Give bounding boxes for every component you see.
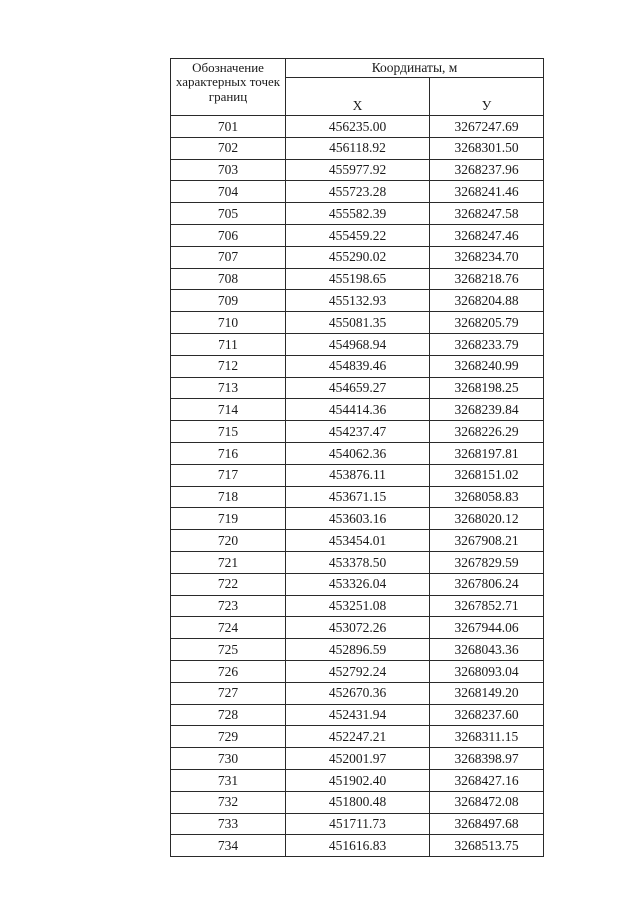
- point-id-cell: 704: [171, 181, 286, 203]
- x-coordinate-cell: 456118.92: [286, 137, 430, 159]
- x-coordinate-cell: 452001.97: [286, 748, 430, 770]
- y-coordinate-cell: 3268513.75: [430, 835, 544, 857]
- table-row: [171, 268, 544, 290]
- table-row: [171, 421, 544, 443]
- y-coordinate-cell: 3268398.97: [430, 748, 544, 770]
- y-coordinate-cell: 3268218.76: [430, 268, 544, 290]
- x-coordinate-cell: 454237.47: [286, 421, 430, 443]
- y-coordinate-cell: 3268197.81: [430, 442, 544, 464]
- point-id-cell: 713: [171, 377, 286, 399]
- point-id-cell: 707: [171, 246, 286, 268]
- table-row: [171, 551, 544, 573]
- y-coordinate-cell: 3267908.21: [430, 530, 544, 552]
- y-coordinate-cell: 3268237.96: [430, 159, 544, 181]
- point-id-cell: 727: [171, 682, 286, 704]
- point-id-cell: 709: [171, 290, 286, 312]
- x-coordinate-cell: 454968.94: [286, 333, 430, 355]
- y-coordinate-cell: 3268237.60: [430, 704, 544, 726]
- table-row: [171, 813, 544, 835]
- x-coordinate-cell: 454414.36: [286, 399, 430, 421]
- coordinates-table: [170, 58, 544, 857]
- table-row: [171, 377, 544, 399]
- table-row: [171, 726, 544, 748]
- x-coordinate-cell: 455081.35: [286, 312, 430, 334]
- x-coordinate-cell: 455582.39: [286, 203, 430, 225]
- x-coordinate-cell: 454839.46: [286, 355, 430, 377]
- table-row: [171, 660, 544, 682]
- point-id-cell: 710: [171, 312, 286, 334]
- point-id-cell: 717: [171, 464, 286, 486]
- point-id-cell: 719: [171, 508, 286, 530]
- y-coordinate-cell: 3268234.70: [430, 246, 544, 268]
- y-coordinate-cell: 3268301.50: [430, 137, 544, 159]
- table-row: [171, 573, 544, 595]
- y-coordinate-cell: 3268472.08: [430, 791, 544, 813]
- y-coordinate-cell: 3267852.71: [430, 595, 544, 617]
- x-coordinate-cell: 453251.08: [286, 595, 430, 617]
- x-coordinate-cell: 452792.24: [286, 660, 430, 682]
- table-row: [171, 290, 544, 312]
- point-id-cell: 722: [171, 573, 286, 595]
- table-row: [171, 399, 544, 421]
- y-coordinate-cell: 3268043.36: [430, 639, 544, 661]
- x-coordinate-cell: 453671.15: [286, 486, 430, 508]
- y-coordinate-cell: 3268198.25: [430, 377, 544, 399]
- x-coordinate-cell: 455198.65: [286, 268, 430, 290]
- x-coordinate-cell: 452247.21: [286, 726, 430, 748]
- point-id-cell: 726: [171, 660, 286, 682]
- point-id-cell: 720: [171, 530, 286, 552]
- point-id-cell: 702: [171, 137, 286, 159]
- y-coordinate-cell: 3268020.12: [430, 508, 544, 530]
- y-coordinate-cell: 3268239.84: [430, 399, 544, 421]
- x-coordinate-cell: 451616.83: [286, 835, 430, 857]
- table-row: [171, 617, 544, 639]
- point-id-cell: 725: [171, 639, 286, 661]
- table-row: [171, 116, 544, 138]
- y-coordinate-cell: 3267806.24: [430, 573, 544, 595]
- table-row: [171, 682, 544, 704]
- x-coordinate-cell: 451711.73: [286, 813, 430, 835]
- y-coordinate-cell: 3267247.69: [430, 116, 544, 138]
- coordinates-header: Координаты, м: [286, 59, 544, 78]
- x-coordinate-cell: 455977.92: [286, 159, 430, 181]
- x-coordinate-cell: 455723.28: [286, 181, 430, 203]
- x-coordinate-cell: 454062.36: [286, 442, 430, 464]
- point-id-cell: 715: [171, 421, 286, 443]
- y-coordinate-cell: 3267944.06: [430, 617, 544, 639]
- y-coordinate-cell: 3268247.58: [430, 203, 544, 225]
- y-coordinate-cell: 3268233.79: [430, 333, 544, 355]
- y-coordinate-cell: 3268204.88: [430, 290, 544, 312]
- x-coordinate-cell: 453876.11: [286, 464, 430, 486]
- y-coordinate-cell: 3268311.15: [430, 726, 544, 748]
- x-coordinate-cell: 451800.48: [286, 791, 430, 813]
- table-row: [171, 486, 544, 508]
- point-id-cell: 724: [171, 617, 286, 639]
- table-body: [171, 116, 544, 857]
- point-id-cell: 714: [171, 399, 286, 421]
- table-row: [171, 203, 544, 225]
- point-id-cell: 716: [171, 442, 286, 464]
- y-coordinate-cell: 3268093.04: [430, 660, 544, 682]
- point-id-cell: 734: [171, 835, 286, 857]
- x-column-header: X: [286, 78, 430, 116]
- y-coordinate-cell: 3267829.59: [430, 551, 544, 573]
- table-row: [171, 769, 544, 791]
- table-row: [171, 246, 544, 268]
- y-coordinate-cell: 3268058.83: [430, 486, 544, 508]
- table-row: [171, 791, 544, 813]
- table-row: [171, 464, 544, 486]
- table-row: [171, 704, 544, 726]
- point-id-cell: 706: [171, 224, 286, 246]
- x-coordinate-cell: 455459.22: [286, 224, 430, 246]
- y-column-header: У: [430, 78, 544, 116]
- point-id-cell: 708: [171, 268, 286, 290]
- point-id-cell: 711: [171, 333, 286, 355]
- x-coordinate-cell: 456235.00: [286, 116, 430, 138]
- table-row: [171, 181, 544, 203]
- table-row: [171, 748, 544, 770]
- x-coordinate-cell: 452431.94: [286, 704, 430, 726]
- table-row: [171, 333, 544, 355]
- point-id-cell: 723: [171, 595, 286, 617]
- point-id-cell: 721: [171, 551, 286, 573]
- table-row: [171, 224, 544, 246]
- y-coordinate-cell: 3268226.29: [430, 421, 544, 443]
- x-coordinate-cell: 453072.26: [286, 617, 430, 639]
- x-coordinate-cell: 454659.27: [286, 377, 430, 399]
- table-row: [171, 137, 544, 159]
- y-coordinate-cell: 3268149.20: [430, 682, 544, 704]
- y-coordinate-cell: 3268151.02: [430, 464, 544, 486]
- point-id-cell: 703: [171, 159, 286, 181]
- point-id-cell: 728: [171, 704, 286, 726]
- point-id-cell: 701: [171, 116, 286, 138]
- point-id-cell: 718: [171, 486, 286, 508]
- table-row: [171, 595, 544, 617]
- y-coordinate-cell: 3268241.46: [430, 181, 544, 203]
- point-id-cell: 733: [171, 813, 286, 835]
- point-id-cell: 731: [171, 769, 286, 791]
- x-coordinate-cell: 455290.02: [286, 246, 430, 268]
- y-coordinate-cell: 3268240.99: [430, 355, 544, 377]
- table-row: [171, 639, 544, 661]
- y-coordinate-cell: 3268205.79: [430, 312, 544, 334]
- table-row: [171, 835, 544, 857]
- point-id-cell: 729: [171, 726, 286, 748]
- table-row: [171, 442, 544, 464]
- table-row: [171, 530, 544, 552]
- y-coordinate-cell: 3268247.46: [430, 224, 544, 246]
- point-id-cell: 705: [171, 203, 286, 225]
- y-coordinate-cell: 3268497.68: [430, 813, 544, 835]
- y-coordinate-cell: 3268427.16: [430, 769, 544, 791]
- x-coordinate-cell: 453378.50: [286, 551, 430, 573]
- x-coordinate-cell: 453326.04: [286, 573, 430, 595]
- table-header: [171, 59, 544, 116]
- x-coordinate-cell: 452670.36: [286, 682, 430, 704]
- x-coordinate-cell: 453454.01: [286, 530, 430, 552]
- x-coordinate-cell: 451902.40: [286, 769, 430, 791]
- table-row: [171, 312, 544, 334]
- x-coordinate-cell: 453603.16: [286, 508, 430, 530]
- x-coordinate-cell: 455132.93: [286, 290, 430, 312]
- table-row: [171, 355, 544, 377]
- x-coordinate-cell: 452896.59: [286, 639, 430, 661]
- point-id-cell: 732: [171, 791, 286, 813]
- point-id-cell: 730: [171, 748, 286, 770]
- table-row: [171, 508, 544, 530]
- point-designation-header: Обозначение характерных точек границ: [171, 59, 286, 116]
- table-row: [171, 159, 544, 181]
- point-id-cell: 712: [171, 355, 286, 377]
